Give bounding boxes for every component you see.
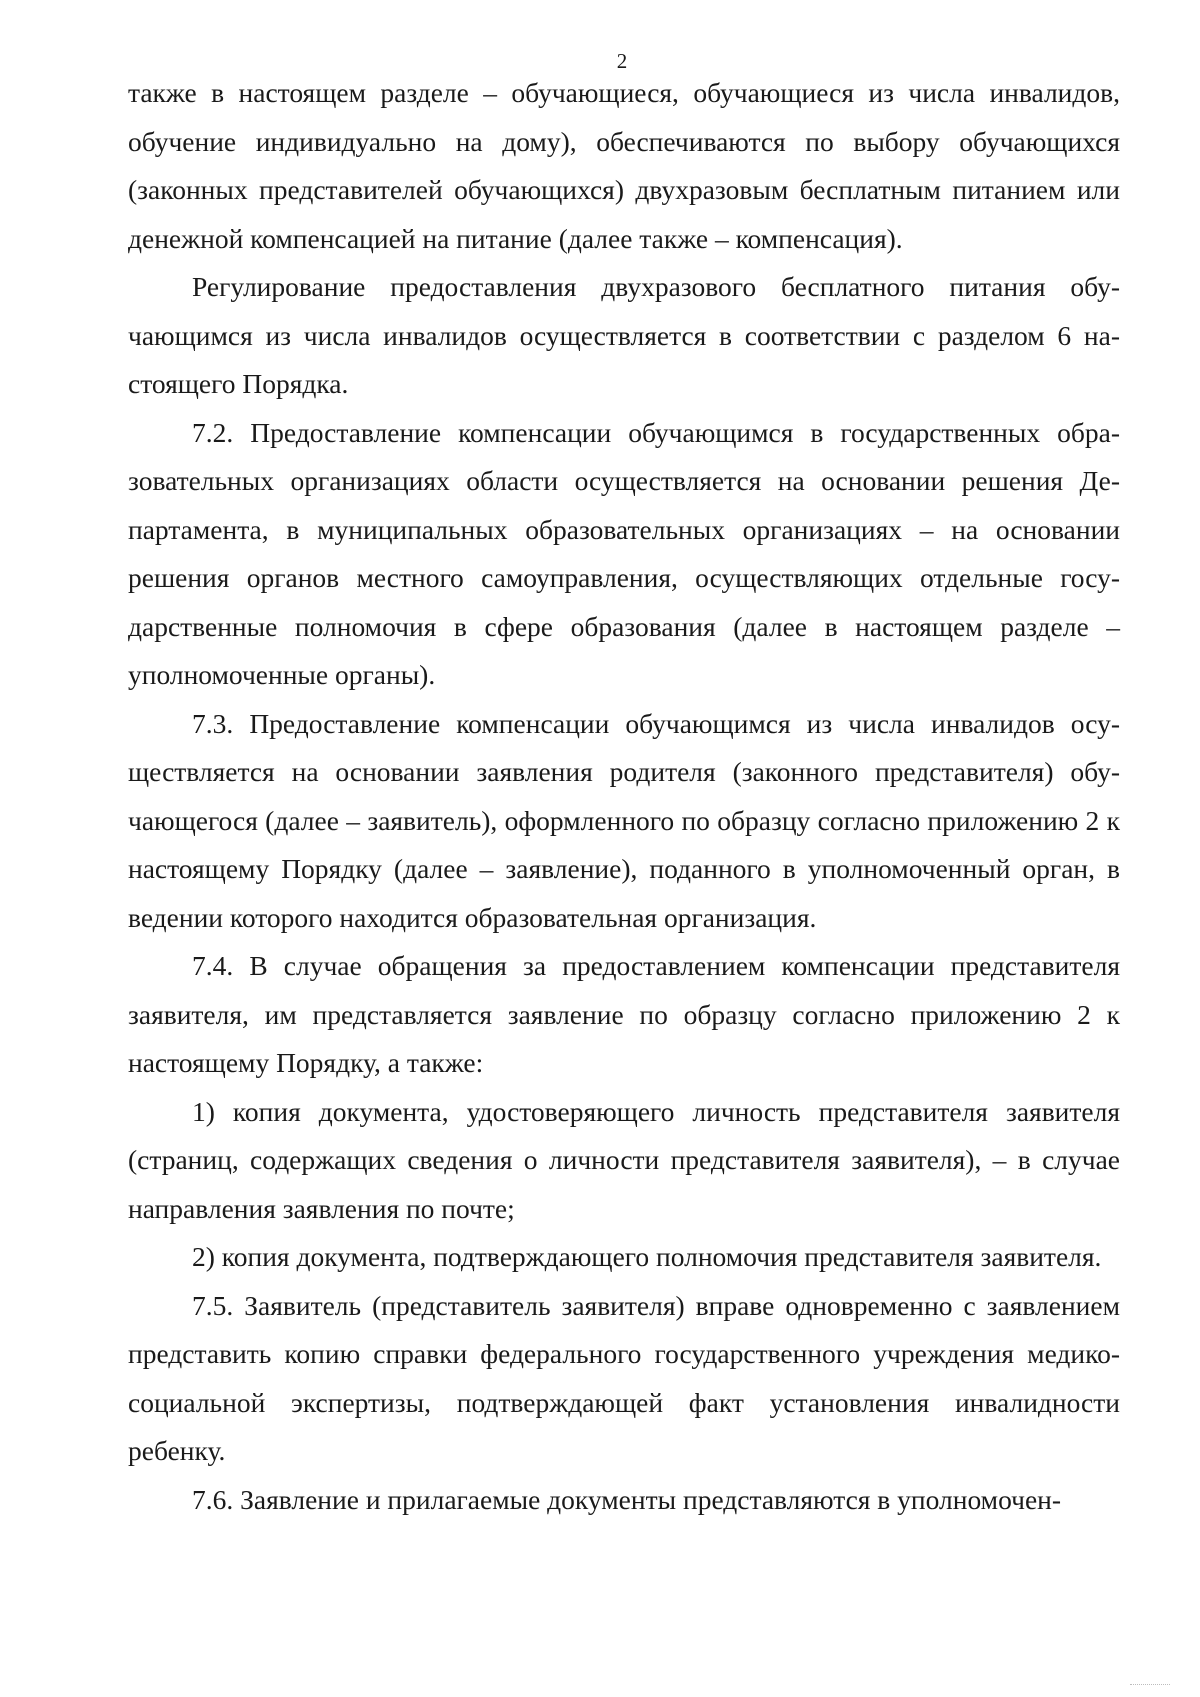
page-number: 2: [616, 49, 628, 73]
paragraph-continuation: также в настоящем разделе – обучающиеся, обучающиеся из числа инвалидов, обучение индивидуально на дому), обеспечиваются по выбору обучающихся (законных представителей обучающихся) двухразовым бесплатным питанием или денежной компенсацией на питание (далее также – компенсация).: [128, 77, 1120, 254]
paragraph-7-3: 7.3. Предоставление компенсации обучающимся из числа инвалидов осуществляется на основании заявления родителя (законного представителя) обучающегося (далее – заявитель), оформленного по образцу согласно приложению 2 к настоящему Порядку (далее – заявление), поданного в уполномоченный орган, в ведении которого находится образовательная организация.: [128, 707, 1120, 933]
list-item-2: 2) копия документа, подтверждающего полномочия представителя заявителя.: [192, 1241, 1102, 1272]
paragraph-7-5: 7.5. Заявитель (представитель заявителя) вправе одновременно с заявлением представить копию справки федерального государственного учреждения медико-социальной экспертизы, подтверждающей факт установления инвалидности ребенку.: [128, 1289, 1120, 1466]
paragraph-7-2: 7.2. Предоставление компенсации обучающимся в государственных образовательных организациях области осуществляется на основании решения Департамента, в муниципальных образовательных организациях – на основании решения органов местного самоуправления, осуществляющих отдельные государственные полномочия в сфере образования (далее в настоящем разделе – уполномоченные органы).: [128, 416, 1120, 690]
paragraph-7-4: 7.4. В случае обращения за предоставлением компенсации представителя заявителя, им представляется заявление по образцу согласно приложению 2 к настоящему Порядку, а также:: [128, 950, 1120, 1078]
paragraph-7-6: 7.6. Заявление и прилагаемые документы представляются в уполномочен-: [192, 1483, 1062, 1515]
document-body: [128, 69, 1120, 1524]
scan-artifact: [1130, 1684, 1170, 1689]
paragraph-regulation: Регулирование предоставления двухразового бесплатного питания обучающимся из числа инвалидов осуществляется в соответствии с разделом 6 настоящего Порядка.: [128, 271, 1120, 399]
list-item-1: 1) копия документа, удостоверяющего личность представителя заявителя (страниц, содержащих сведения о личности представителя заявителя), – в случае направления заявления по почте;: [128, 1095, 1120, 1224]
